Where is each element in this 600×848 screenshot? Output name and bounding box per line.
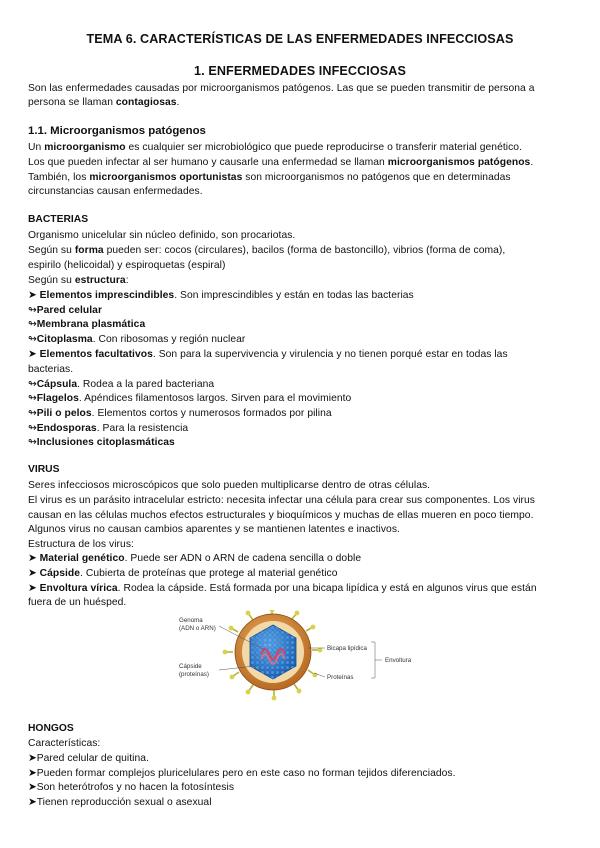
label-proteinas: Proteínas [327,674,354,681]
arrow-bullet-icon: ➤ [28,583,37,594]
hongos-bullet-3: ➤Son heterótrofos y no hacen la fotosíntesis [28,782,235,793]
subsection-line-3: También, los microorganismos oportunistas son microorganismos no patógenos que en determinadas [28,172,511,183]
bullet-imprescindibles: ➤ Elementos imprescindibles. Son imprescindibles y están en todas las bacterias [28,290,414,301]
subsection-line-4: circunstancias causan enfermedades. [28,186,203,197]
virus-line-4: Algunos virus no causan cambios aparentes y se mantienen latentes e inactivos. [28,524,400,535]
sub-membrana: ↬Membrana plasmática [28,319,146,330]
arrow-bullet-icon: ➤ [28,349,37,360]
arrow-bullet-icon: ➤ [28,768,37,779]
curved-arrow-icon: ↬ [28,305,37,316]
section-title: 1. ENFERMEDADES INFECCIOSAS [194,64,406,78]
hongos-bullet-4: ➤Tienen reproducción sexual o asexual [28,797,212,808]
arrow-bullet-icon: ➤ [28,753,37,764]
bullet-capside: ➤ Cápside. Cubierta de proteínas que protege al material genético [28,568,338,579]
hongos-bullet-2: ➤Pueden formar complejos pluricelulares pero en este caso no forman tejidos diferenciados. [28,768,456,779]
bacterias-line-3: espirilo (helicoidal) y espiroquetas (espiral) [28,260,226,271]
curved-arrow-icon: ↬ [28,319,37,330]
sub-inclusiones: ↬Inclusiones citoplasmáticas [28,437,175,448]
virus-line-1: Seres infecciosos microscópicos que solo pueden multiplicarse dentro de otras células. [28,480,431,491]
sub-pared-celular: ↬Pared celular [28,305,103,316]
virus-line-3: causan en las células muchos efectos estructurales y bioquímicos y muchas de ellas mueren en poco tiempo. [28,510,534,521]
curved-arrow-icon: ↬ [28,334,37,345]
arrow-bullet-icon: ➤ [28,290,37,301]
bacterias-heading: BACTERIAS [28,214,89,225]
hongos-line-1: Características: [28,738,101,749]
subsection-line-2: Los que pueden infectar al ser humano y causarle una enfermedad se llaman microorganismos patógenos. [28,157,534,168]
label-envoltura: Envoltura [385,657,412,664]
curved-arrow-icon: ↬ [28,423,37,434]
virus-structure-figure [175,610,425,718]
hongos-heading: HONGOS [28,723,74,734]
bullet-facultativos-cont: bacterias. [28,364,74,375]
arrow-bullet-icon: ➤ [28,568,37,579]
virus-line-5: Estructura de los virus: [28,539,134,550]
intro-line-1: Son las enfermedades causadas por microorganismos patógenos. Las que se pueden transmitir de persona a [28,83,535,94]
label-capside-detail: (proteínas) [179,671,209,678]
bacterias-line-1: Organismo unicelular sin núcleo definido, son procariotas. [28,230,296,241]
arrow-bullet-icon: ➤ [28,553,37,564]
arrow-bullet-icon: ➤ [28,797,37,808]
hongos-bullet-1: ➤Pared celular de quitina. [28,753,149,764]
intro-line-2: persona se llaman contagiosas. [28,97,180,108]
virus-heading: VIRUS [28,464,60,475]
curved-arrow-icon: ↬ [28,408,37,419]
sub-pili: ↬Pili o pelos. Elementos cortos y numerosos formados por pilina [28,408,332,419]
sub-flagelos: ↬Flagelos. Apéndices filamentosos largos. Sirven para el movimiento [28,393,352,404]
document-title: TEMA 6. CARACTERÍSTICAS DE LAS ENFERMEDADES INFECCIOSAS [86,32,514,46]
sub-capsula: ↬Cápsula. Rodea a la pared bacteriana [28,379,215,390]
subsection-title: 1.1. Microorganismos patógenos [28,125,206,137]
virus-line-2: El virus es un parásito intracelular estricto: necesita infectar una célula para crear sus componentes. Los virus [28,495,536,506]
bacterias-line-4: Según su estructura: [28,275,129,286]
label-genoma: Genoma [179,617,203,624]
virus-particle [223,610,323,700]
bullet-material-genetico: ➤ Material genético. Puede ser ADN o ARN de cadena sencilla o doble [28,553,362,564]
label-bicapa: Bicapa lipídica [327,645,367,652]
bullet-facultativos: ➤ Elementos facultativos. Son para la supervivencia y virulencia y no tienen porqué estar en todas las [28,349,508,360]
bacterias-line-2: Según su forma pueden ser: cocos (circulares), bacilos (forma de bastoncillo), vibrios (forma de coma), [28,245,506,256]
arrow-bullet-icon: ➤ [28,782,37,793]
bullet-envoltura: ➤ Envoltura vírica. Rodea la cápside. Está formada por una bicapa lipídica y está en algunos virus que están [28,583,537,594]
bullet-envoltura-cont: fuera de un huésped. [28,597,127,608]
sub-endosporas: ↬Endosporas. Para la resistencia [28,423,189,434]
curved-arrow-icon: ↬ [28,379,37,390]
sub-citoplasma: ↬Citoplasma. Con ribosomas y región nuclear [28,334,246,345]
curved-arrow-icon: ↬ [28,393,37,404]
subsection-line-1: Un microorganismo es cualquier ser microbiológico que puede reproducirse o transferir material genético. [28,142,522,153]
curved-arrow-icon: ↬ [28,437,37,448]
label-genoma-detail: (ADN o ARN) [179,625,216,632]
label-capside: Cápside [179,663,202,670]
